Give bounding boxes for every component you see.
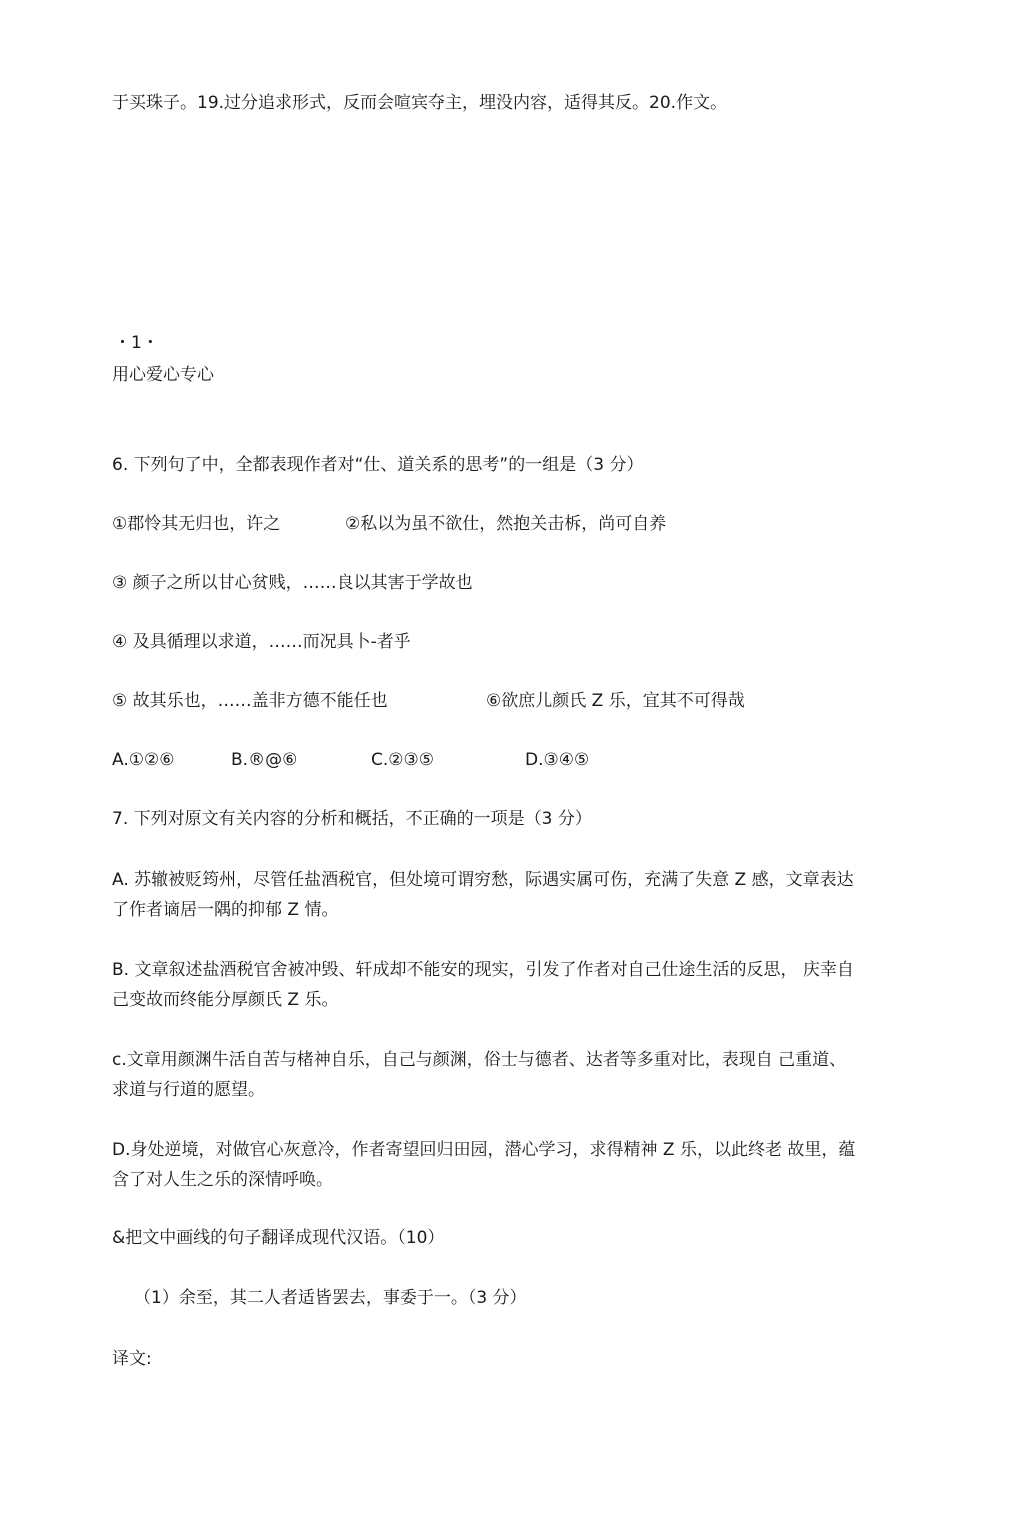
q7-option-c-line2: 求道与行道的愿望。 bbox=[112, 1080, 265, 1100]
q6-option-c: C.②③⑤ bbox=[371, 750, 434, 770]
q6-item-1: ①郡怜其无归也，许之 bbox=[112, 514, 281, 534]
q6-option-b: B.®@⑥ bbox=[231, 750, 298, 770]
q7-option-c-line1: c.文章用颜渊牛活自苦与楮神自乐，自己与颜渊，俗士与德者、达者等多重对比，表现自 己重道、 bbox=[112, 1050, 847, 1070]
q7-option-b-line2: 己变故而终能分厚颜氏 Z 乐。 bbox=[112, 990, 339, 1010]
question-8-stem: &把文中画线的句子翻译成现代汉语。（10） bbox=[112, 1228, 445, 1248]
footer-motto: 用心爱心专心 bbox=[112, 365, 214, 385]
q7-option-a-line2: 了作者谪居一隅的抑郁 Z 情。 bbox=[112, 900, 339, 920]
q7-option-d-line2: 含了对人生之乐的深情呼唤。 bbox=[112, 1170, 333, 1190]
question-7-stem: 7. 下列对原文有关内容的分析和概括，不正确的一项是（3 分） bbox=[112, 809, 592, 829]
q6-option-a: A.①②⑥ bbox=[112, 750, 175, 770]
page-number: ・1・ bbox=[114, 333, 159, 353]
question-6-stem: 6. 下列句了中，全都表现作者对“仕、道关系的思考”的一组是（3 分） bbox=[112, 455, 644, 475]
q8-subquestion-1: （1）余至，其二人者适皆罢去，事委于一。（3 分） bbox=[134, 1288, 527, 1308]
q6-option-d: D.③④⑤ bbox=[525, 750, 590, 770]
translation-label: 译文: bbox=[112, 1349, 152, 1369]
q6-item-3: ③ 颜子之所以甘心贫贱，……良以其害于学故也 bbox=[112, 573, 473, 593]
q6-item-5: ⑤ 故其乐也，……盖非方德不能任也 bbox=[112, 691, 388, 711]
q7-option-a-line1: A. 苏辙被贬筠州，尽管任盐酒税官，但处境可谓穷愁，际遇实属可伤，充满了失意 Z 感，文章表达 bbox=[112, 870, 854, 890]
q6-item-2: ②私以为虽不欲仕，然抱关击柝，尚可自养 bbox=[345, 514, 667, 534]
q6-item-6: ⑥欲庶儿颜氏 Z 乐，宜其不可得哉 bbox=[486, 691, 745, 711]
q7-option-d-line1: D.身处逆境，对做官心灰意冷，作者寄望回归田园，潜心学习，求得精神 Z 乐，以此终老 故里，蕴 bbox=[112, 1140, 856, 1160]
q6-item-4: ④ 及具循理以求道，……而况具卜-者乎 bbox=[112, 632, 411, 652]
top-answer-line: 于买珠子。19.过分追求形式，反而会喧宾夺主，埋没内容，适得其反。20.作文。 bbox=[112, 93, 728, 113]
q7-option-b-line1: B. 文章叙述盐酒税官舍被冲毁、轩成却不能安的现实，引发了作者对自己仕途生活的反思， 庆幸自 bbox=[112, 960, 854, 980]
